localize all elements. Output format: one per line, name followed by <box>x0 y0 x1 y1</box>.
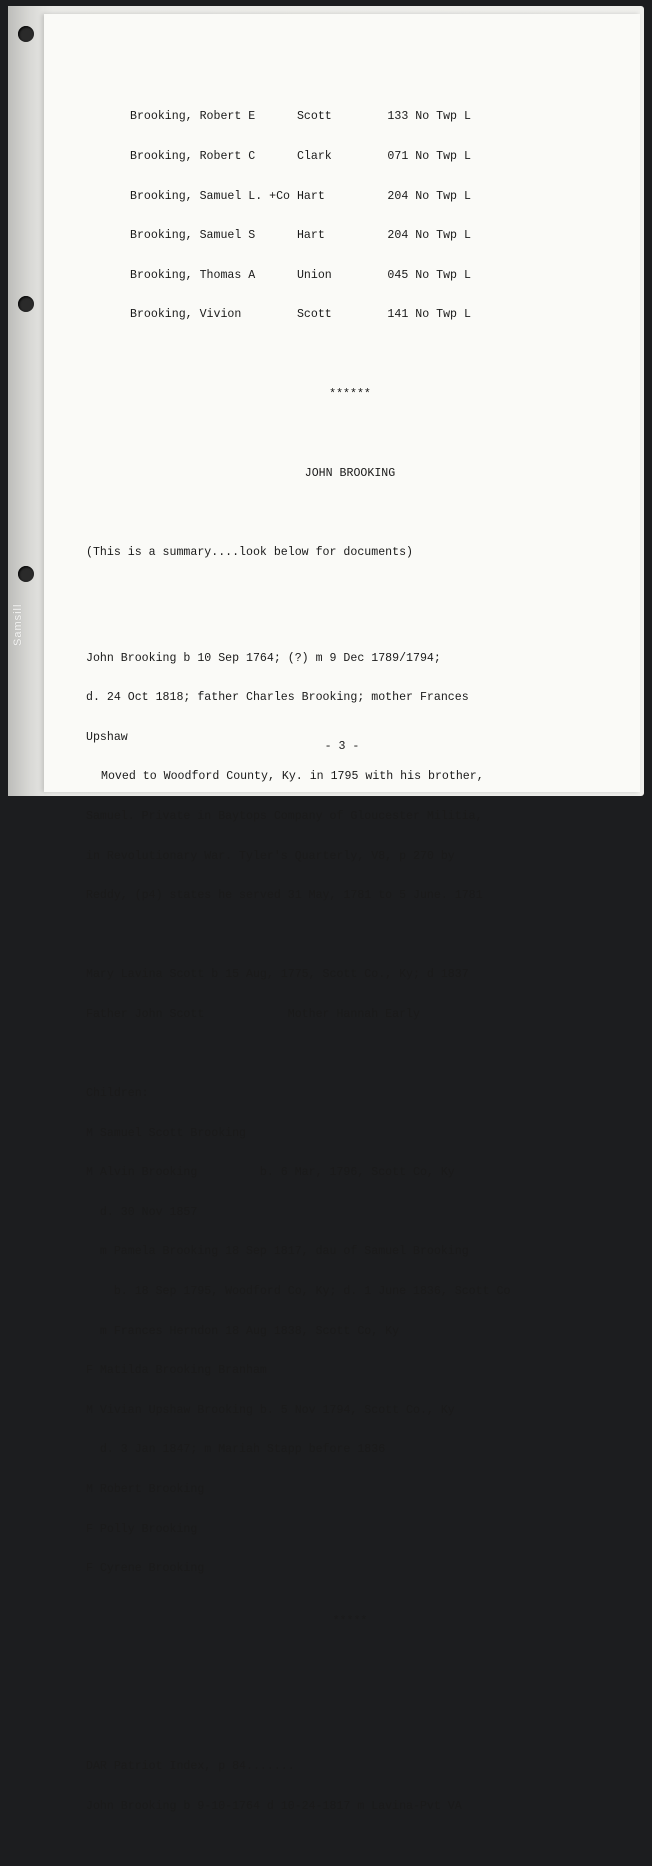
list-item: F Cyrene Brooking <box>86 1562 205 1576</box>
list-item: F Polly Brooking <box>86 1522 198 1536</box>
list-item: M Vivian Upshaw Brooking b. 5 Nov 1794, Scott Co., Ky <box>86 1403 455 1417</box>
table-row: Brooking, Thomas A Union 045 No Twp L <box>130 268 471 282</box>
document-page <box>44 14 640 1813</box>
summary-note: (This is a summary....look below for documents) <box>86 545 413 559</box>
list-item: d. 3 Jan 1847; m Mariah Stapp before 1836 <box>86 1443 386 1457</box>
list-item: M Alvin Brooking b. 6 Mar, 1796, Scott Co, Ky <box>86 1166 455 1180</box>
list-item: F Matilda Brooking Branham <box>86 1364 267 1378</box>
dar-line: John Brooking b 9-10-1764 d 10-24-1817 m Lavina-Pvt VA <box>86 1799 462 1813</box>
bio-line: Samuel. Private in Baytops Company of Gloucester Militia, <box>86 809 483 823</box>
table-row: Brooking, Robert E Scott 133 No Twp L <box>130 110 471 124</box>
list-item: M Robert Brooking <box>86 1483 205 1496</box>
bio-line: Upshaw <box>86 730 128 744</box>
table-row: Brooking, Samuel L. +Co Hart 204 No Twp L <box>130 189 471 203</box>
binder-strip <box>8 6 44 796</box>
list-item: m Pamela Brooking 18 Sep 1817, dau of Samuel Brooking <box>86 1245 469 1259</box>
bio-line: in Revolutionary War. Tyler's Quarterly, V8, p 270 by <box>86 849 455 863</box>
binder-hole <box>18 296 34 312</box>
binder-hole <box>18 26 34 42</box>
sleeve-brand-logo: Samsill <box>12 603 24 646</box>
spouse-line: Father John Scott Mother Hannah Early <box>86 1007 420 1021</box>
list-item: m Frances Herndon 18 Aug 1838, Scott Co, Ky <box>86 1324 400 1338</box>
spouse-line: Mary Lavina Scott b 15 Aug, 1775, Scott Co., Ky; d 1837 <box>86 968 469 982</box>
dar-line: DAR Patriot Index, p 84....... <box>86 1760 295 1774</box>
list-item: d. 30 Nov 1857 <box>86 1205 198 1219</box>
bio-line: John Brooking b 10 Sep 1764; (?) m 9 Dec 1789/1794; <box>86 651 441 665</box>
separator: ****** <box>329 387 371 401</box>
table-row: Brooking, Samuel S Hart 204 No Twp L <box>130 229 471 243</box>
separator: ***** <box>332 1615 368 1628</box>
table-row: Brooking, Robert C Clark 071 No Twp L <box>130 150 471 163</box>
page-number: - 3 - <box>324 740 360 753</box>
list-item: b. 18 Sep 1795, Woodford Co, Ky; d. 1 June 1836, Scott Co <box>86 1285 511 1299</box>
list-item: M Samuel Scott Brooking <box>86 1126 247 1140</box>
bio-line: d. 24 Oct 1818; father Charles Brooking; mother Frances <box>86 691 469 705</box>
section-heading: JOHN BROOKING <box>304 466 396 480</box>
children-header: Children: <box>86 1087 149 1101</box>
table-row: Brooking, Vivion Scott 141 No Twp L <box>130 308 471 322</box>
bio-line: Reddy, (p4) states he served 31 May, 1781 to 5 June. 1781 <box>86 889 483 903</box>
bio-line: Moved to Woodford County, Ky. in 1795 with his brother, <box>101 770 484 784</box>
document-body <box>86 84 630 1866</box>
